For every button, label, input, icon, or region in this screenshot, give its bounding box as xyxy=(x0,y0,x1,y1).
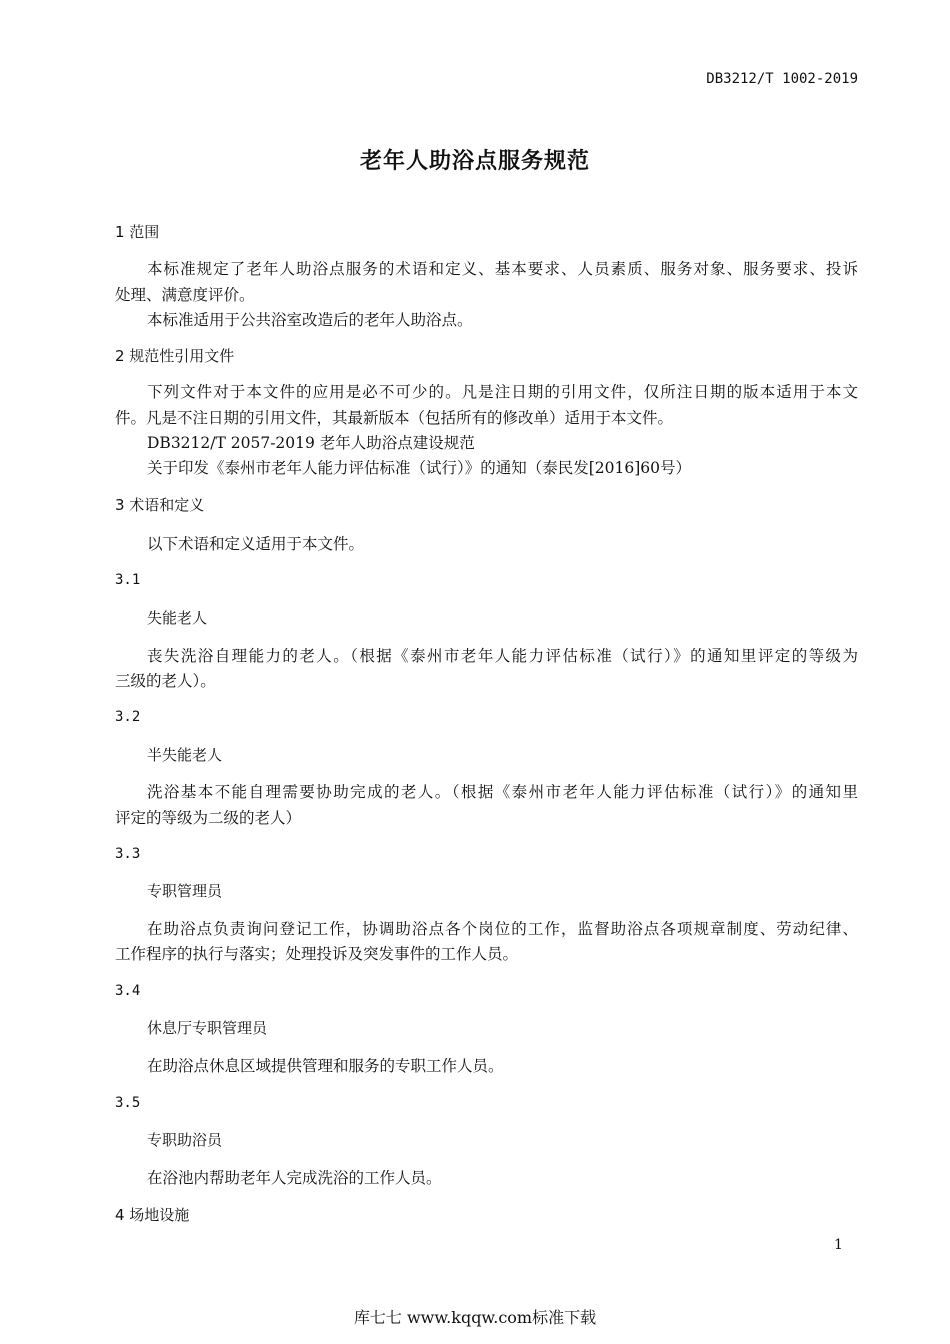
page-number: 1 xyxy=(834,1237,843,1253)
term-name: 专职管理员 xyxy=(147,882,223,900)
clause-number: 3.5 xyxy=(115,1095,141,1111)
paragraph-line: 以下术语和定义适用于本文件。 xyxy=(147,535,365,553)
paragraph-line: 下列文件对于本文件的应用是必不可少的。凡是注日期的引用文件，仅所注日期的版本适用于本文 xyxy=(147,383,858,401)
clause-number: 3.2 xyxy=(115,709,141,725)
paragraph-line: 丧失洗浴自理能力的老人。（根据《泰州市老年人能力评估标准（试行）》的通知里评定的等级为 xyxy=(147,647,858,665)
paragraph-line: 评定的等级为二级的老人） xyxy=(115,809,302,827)
paragraph-line: 关于印发《泰州市老年人能力评估标准（试行）》的通知（泰民发[2016]60号） xyxy=(147,459,692,477)
section-heading: 3 术语和定义 xyxy=(115,496,205,514)
paragraph-line: 三级的老人）。 xyxy=(115,672,216,690)
paragraph-line: 件。凡是不注日期的引用文件，其最新版本（包括所有的修改单）适用于本文件。 xyxy=(115,409,674,427)
section-heading: 2 规范性引用文件 xyxy=(115,347,235,365)
paragraph-line: 处理、满意度评价。 xyxy=(115,286,255,304)
paragraph-line: 在助浴点负责询问登记工作，协调助浴点各个岗位的工作，监督助浴点各项规章制度、劳动纪律、 xyxy=(147,920,858,938)
paragraph-line: 工作程序的执行与落实；处理投诉及突发事件的工作人员。 xyxy=(115,945,519,963)
paragraph-line: 在浴池内帮助老年人完成洗浴的工作人员。 xyxy=(147,1169,442,1187)
term-name: 失能老人 xyxy=(147,609,208,627)
clause-number: 3.1 xyxy=(115,572,141,588)
paragraph-line: DB3212/T 2057-2019 老年人助浴点建设规范 xyxy=(147,434,475,452)
clause-number: 3.3 xyxy=(115,846,141,862)
paragraph-line: 本标准适用于公共浴室改造后的老年人助浴点。 xyxy=(147,311,473,329)
term-name: 半失能老人 xyxy=(147,746,223,764)
term-name: 休息厅专职管理员 xyxy=(147,1019,268,1037)
paragraph-line: 本标准规定了老年人助浴点服务的术语和定义、基本要求、人员素质、服务对象、服务要求、投诉 xyxy=(147,260,858,278)
section-heading: 1 范围 xyxy=(115,223,160,241)
term-name: 专职助浴员 xyxy=(147,1131,223,1149)
page-title: 老年人助浴点服务规范 xyxy=(359,149,590,174)
paragraph-line: 在助浴点休息区域提供管理和服务的专职工作人员。 xyxy=(147,1057,504,1075)
footer-watermark: 库七七 www.kqqw.com标准下载 xyxy=(353,1308,597,1327)
section-heading: 4 场地设施 xyxy=(115,1206,190,1224)
paragraph-line: 洗浴基本不能自理需要协助完成的老人。（根据《泰州市老年人能力评估标准（试行）》的通知里 xyxy=(147,783,858,801)
document-code: DB3212/T 1002-2019 xyxy=(706,71,858,87)
clause-number: 3.4 xyxy=(115,983,141,999)
